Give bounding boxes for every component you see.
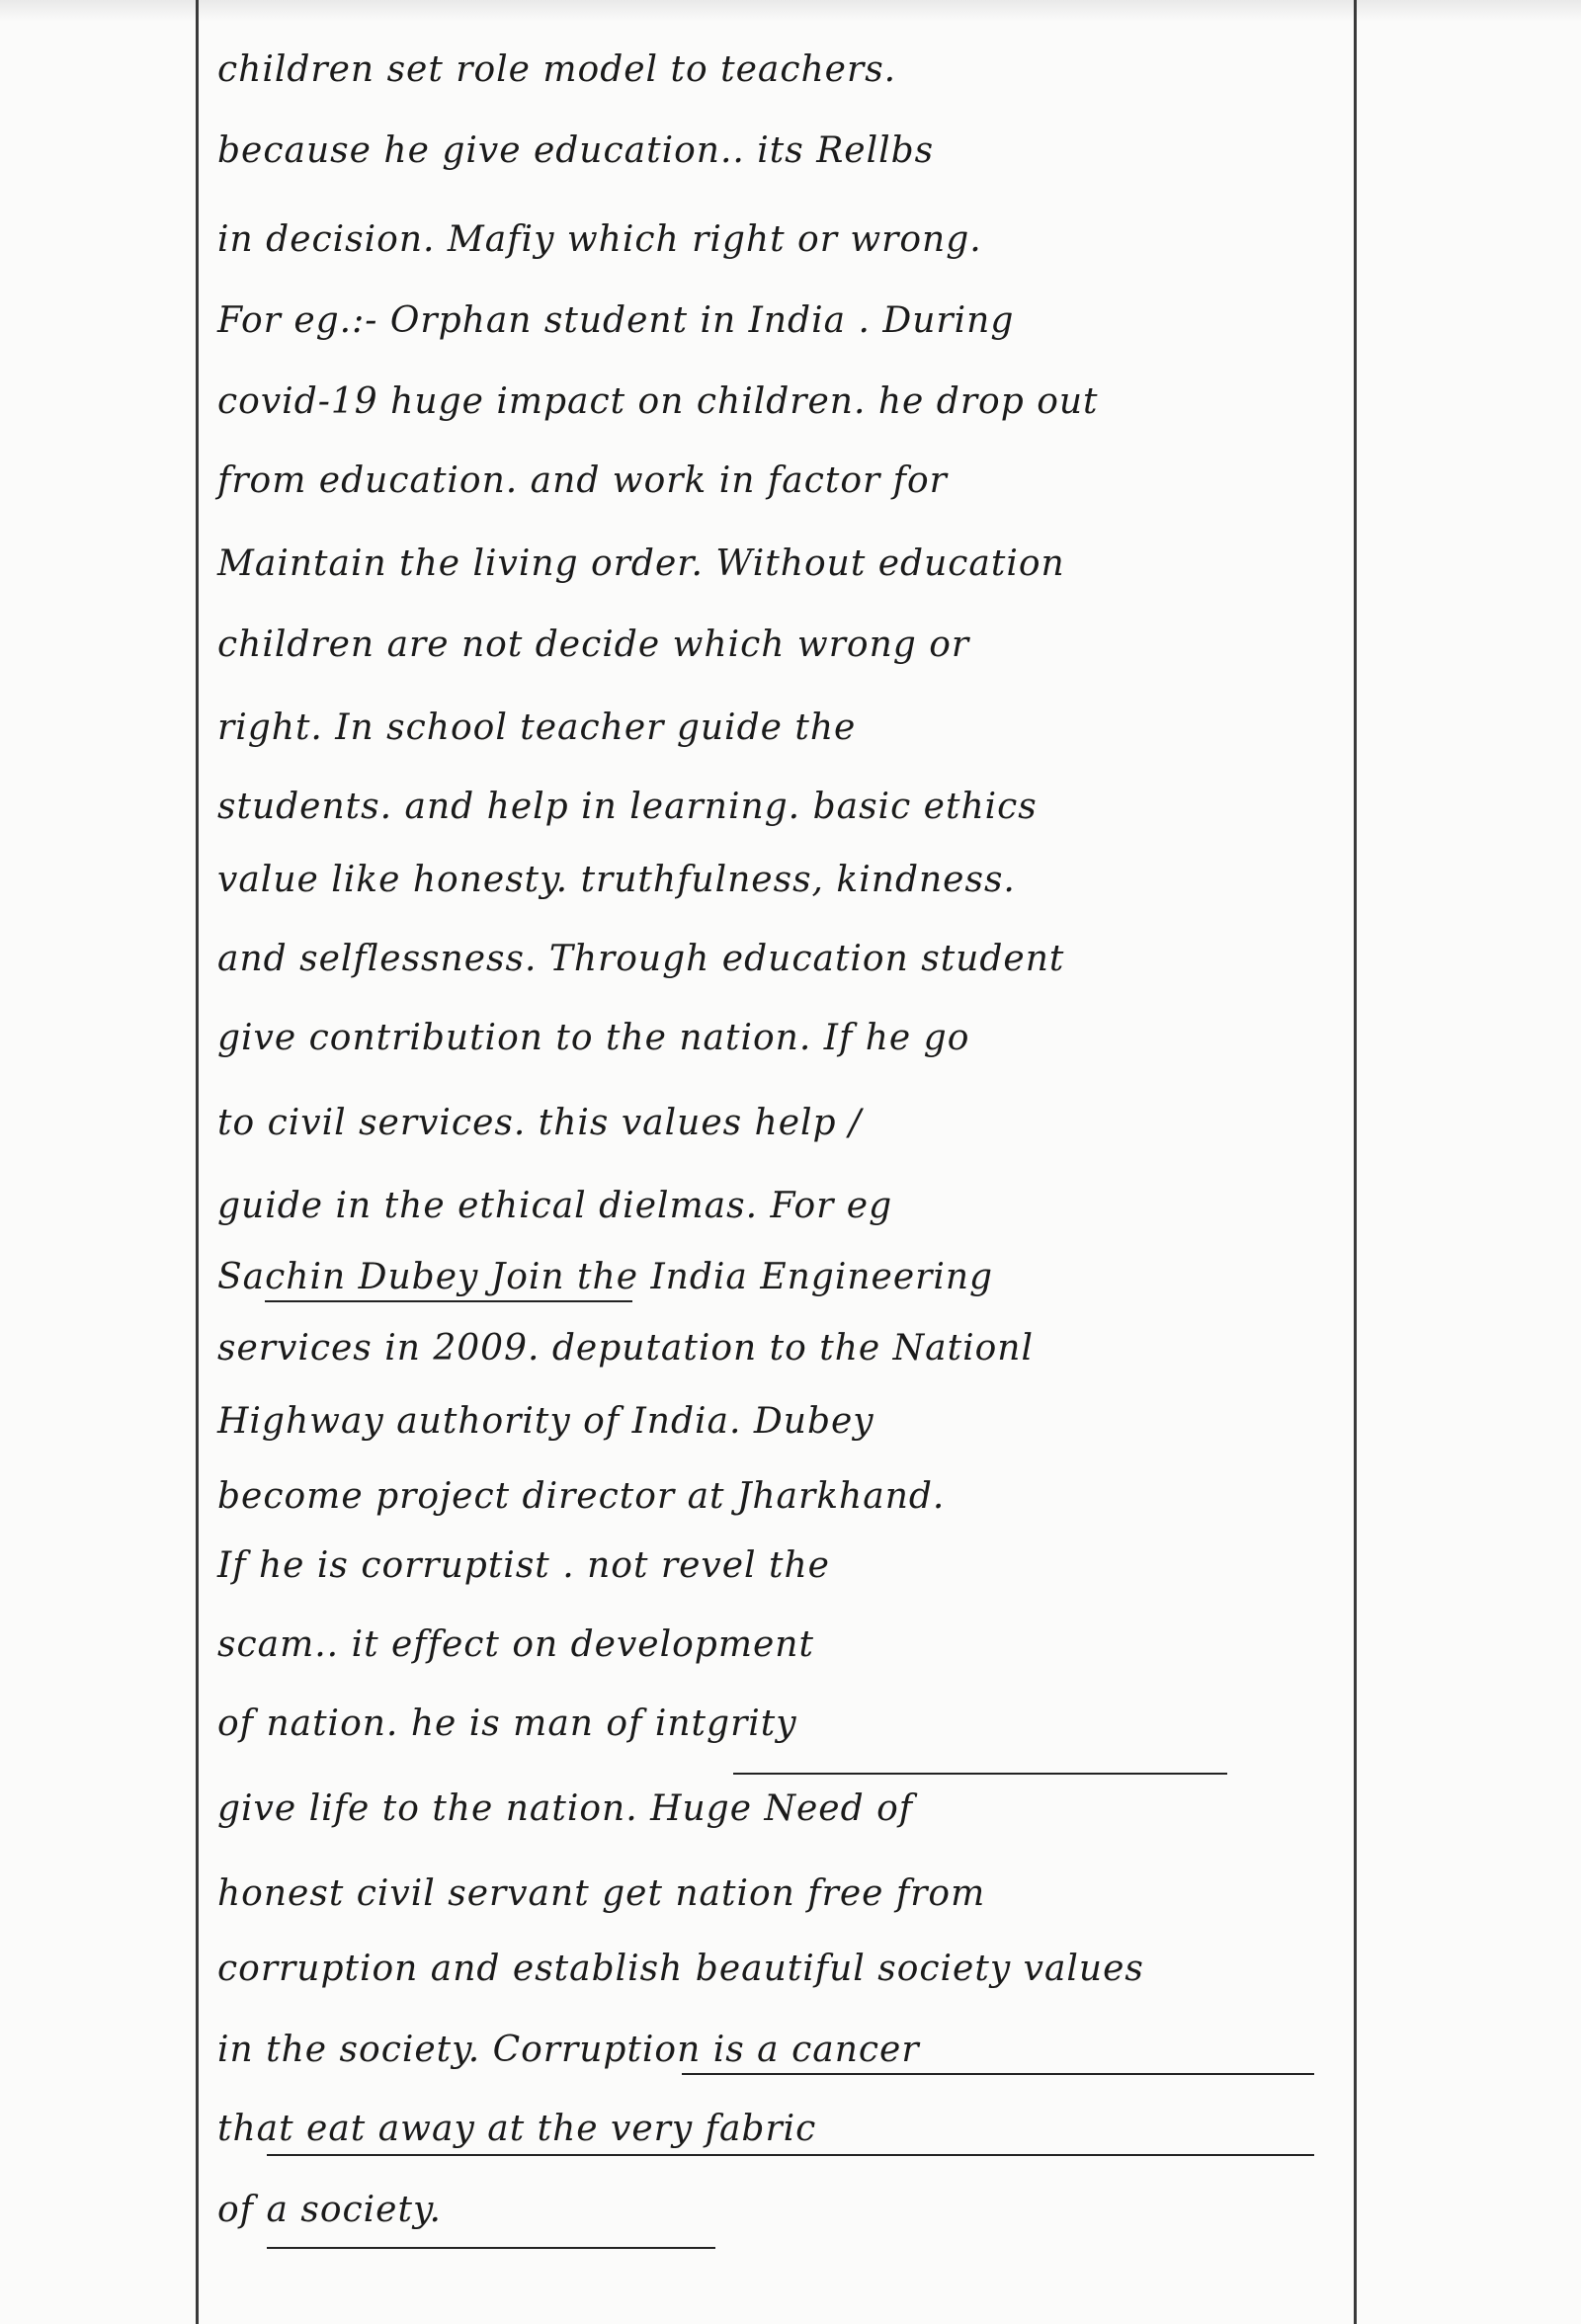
text-line-19: become project director at Jharkhand. xyxy=(217,1476,946,1517)
text-line-11: value like honesty. truthfulness, kindness. xyxy=(217,860,1016,900)
page-top-edge xyxy=(0,0,1581,22)
text-line-8: children are not decide which wrong or xyxy=(217,624,970,665)
text-line-23: give life to the nation. Huge Need of xyxy=(217,1788,914,1829)
text-line-1: children set role model to teachers. xyxy=(217,49,897,90)
text-line-10: students. and help in learning. basic ethics xyxy=(217,787,1038,827)
text-line-2: because he give education.. its Rellbs xyxy=(217,130,935,171)
text-line-18: Highway authority of India. Dubey xyxy=(217,1401,874,1442)
text-line-13: give contribution to the nation. If he go xyxy=(217,1018,970,1058)
underline-society xyxy=(267,2247,715,2249)
text-line-9: right. In school teacher guide the xyxy=(217,707,857,748)
text-line-24: honest civil servant get nation free from xyxy=(217,1873,986,1914)
text-line-6: from education. and work in factor for xyxy=(217,460,948,501)
text-line-16: Sachin Dubey Join the India Engineering xyxy=(217,1257,994,1297)
text-line-15: guide in the ethical dielmas. For eg xyxy=(217,1186,893,1226)
underline-sachin-dubey xyxy=(265,1300,632,1302)
text-line-28: of a society. xyxy=(217,2190,442,2230)
text-line-4: For eg.:- Orphan student in India . During xyxy=(217,300,1015,341)
text-line-5: covid-19 huge impact on children. he drop out xyxy=(217,381,1099,422)
left-margin-rule xyxy=(196,0,199,2324)
underline-fabric xyxy=(267,2154,1314,2156)
underline-corruption xyxy=(682,2073,1314,2075)
text-line-26: in the society. Corruption is a cancer xyxy=(217,2030,920,2070)
text-line-22: of nation. he is man of intgrity xyxy=(217,1703,797,1744)
text-line-25: corruption and establish beautiful society values xyxy=(217,1949,1144,1989)
text-line-27: that eat away at the very fabric xyxy=(217,2109,817,2149)
text-line-7: Maintain the living order. Without education xyxy=(217,543,1065,584)
text-line-3: in decision. Mafiy which right or wrong. xyxy=(217,219,982,260)
text-line-17: services in 2009. deputation to the Nationl xyxy=(217,1328,1034,1369)
right-margin-rule xyxy=(1354,0,1357,2324)
text-line-21: scam.. it effect on development xyxy=(217,1624,814,1665)
text-line-20: If he is corruptist . not revel the xyxy=(217,1545,830,1586)
underline-integrity xyxy=(733,1773,1227,1775)
text-line-14: to civil services. this values help / xyxy=(217,1103,863,1143)
text-line-12: and selflessness. Through education student xyxy=(217,939,1065,979)
